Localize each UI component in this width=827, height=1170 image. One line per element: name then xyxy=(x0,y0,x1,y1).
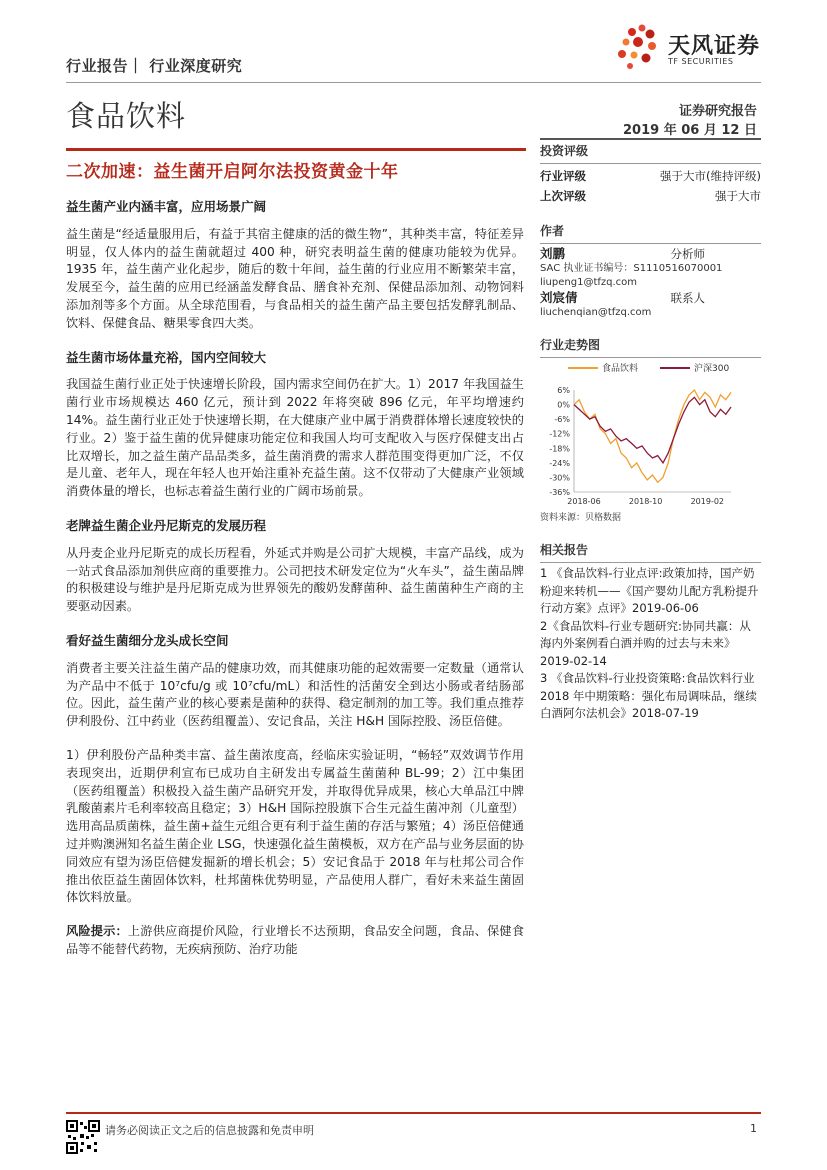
brand-name-en: TF SECURITIES xyxy=(668,57,734,66)
title-accent-bar xyxy=(66,148,526,151)
section-paragraph: 从丹麦企业丹尼斯克的成长历程看，外延式并购是公司扩大规模，丰富产品线，成为一站式食品添加剂供应商的重要推力。公司把技术研发定位为“火车头”，益生菌品牌的积极建设与维护是丹尼斯克成为世界领先的酸奶发酵菌种、益生菌菌种生产商的主要驱动因素。 xyxy=(66,545,524,614)
section xyxy=(66,349,524,501)
y-tick-label: -18% xyxy=(549,444,570,454)
main-content xyxy=(66,198,524,975)
x-tick-label: 2018-10 xyxy=(628,497,663,506)
section-heading: 老牌益生菌企业丹尼斯克的发展历程 xyxy=(66,517,267,533)
author-name: 刘宸倩 xyxy=(540,290,578,305)
y-tick-label: -24% xyxy=(549,458,570,468)
legend-label: 沪深300 xyxy=(694,364,730,374)
header-divider xyxy=(66,82,761,83)
related-heading: 相关报告 xyxy=(540,543,589,557)
chart-heading: 行业走势图 xyxy=(540,338,601,352)
author-row xyxy=(540,246,705,262)
rating-row xyxy=(540,166,761,186)
section-heading: 益生菌市场体量充裕，国内空间较大 xyxy=(66,349,267,365)
risk-label: 风险提示： xyxy=(66,924,128,939)
report-type: 证券研究报告 xyxy=(678,104,757,119)
rating-heading: 投资评级 xyxy=(540,144,589,158)
section-heading: 看好益生菌细分龙头成长空间 xyxy=(66,632,229,648)
divider xyxy=(540,163,761,164)
x-tick-label: 2019-02 xyxy=(690,497,725,506)
author-email[interactable]: liupeng1@tfzq.com xyxy=(540,277,638,288)
section xyxy=(66,198,524,333)
authors-heading: 作者 xyxy=(540,224,565,238)
section-paragraph: 消费者主要关注益生菌产品的健康功效，而其健康功能的起效需要一定数量（通常认为产品中不低于 10⁷cfu/g 或 10⁷cfu/mL）和活性的活菌安全到达小肠或者结肠部位。因此，益生菌产业的核心要素是菌种的获得、稳定制剂的加工等。我们重点推荐伊利股份、江中药业（医药组覆盖）、安记食品，关注 H&H 国际控股、汤臣倍健。 xyxy=(66,660,524,729)
author-role: 分析师 xyxy=(670,247,705,261)
author-cert: SAC 执业证书编号：S1110516070001 xyxy=(540,263,723,274)
series-line xyxy=(574,390,731,482)
qr-code-icon xyxy=(66,1120,100,1154)
section-paragraph: 我国益生菌行业正处于快速增长阶段，国内需求空间仍在扩大。1）2017 年我国益生菌行业市场规模达 460 亿元，预计到 2022 年将突破 896 亿元，年平均增速约 14%。益生菌行业正处于快速增长期，在大健康产业中属于消费群体增长速度较快的行业。2）鉴于益生菌的优异健康功能定位和我国人均可支配收入与医疗保健支出占比双增长，加之益生菌产品品类多，益生菌消费的需求人群范围变得更加广泛，不仅是儿童、老年人，现在年轻人也开始注重补充益生菌。这不仅带动了大健康产业领域消费体量的增长，也标志着益生菌行业的广阔市场前景。 xyxy=(66,377,524,499)
y-tick-label: -36% xyxy=(549,488,570,497)
rating-row xyxy=(540,186,761,206)
rating-value: 强于大市(维持评级) xyxy=(660,169,761,183)
trend-chart xyxy=(540,360,761,508)
divider xyxy=(540,243,761,244)
report-date: 2019 年 06 月 12 日 xyxy=(623,123,757,138)
footer-disclaimer: 请务必阅读正文之后的信息披露和免责申明 xyxy=(105,1124,314,1137)
y-tick-label: 6% xyxy=(557,386,570,395)
report-title: 二次加速：益生菌开启阿尔法投资黄金十年 xyxy=(66,162,399,182)
related-report[interactable]: 3 《食品饮料-行业投资策略:食品饮料行业 2018 年中期策略：强化布局调味品，继续白酒阿尔法机会》2018-07-19 xyxy=(540,671,757,720)
chart-source: 资料来源：贝格数据 xyxy=(540,513,622,523)
section-heading: 益生菌产业内涵丰富，应用场景广阔 xyxy=(66,199,267,214)
sector-title: 食品饮料 xyxy=(66,99,187,133)
brand-name: 天风证券 xyxy=(668,34,761,59)
section-paragraph: 益生菌是“经适量服用后，有益于其宿主健康的活的微生物”，其种类丰富，特征差异明显，仅人体内的益生菌就超过 400 种，研究表明益生菌的健康功能较为优异。1935 年，益生菌产业化起步，随后的数十年间，益生菌的行业应用不断繁荣丰富，发展至今，益生菌的应用已经涵盖发酵食品、膳食补充剂、保健品添加剂、动物饲料添加剂等多个方面。从全球范围看，与食品相关的益生菌产品主要包括发酵乳制品、饮料、保健食品、糖果零食四大类。 xyxy=(66,226,524,330)
section xyxy=(66,632,524,907)
legend-label: 食品饮料 xyxy=(602,364,639,374)
y-tick-label: -30% xyxy=(549,473,570,483)
related-report[interactable]: 1 《食品饮料-行业点评:政策加持，国产奶粉迎来转机——《国产婴幼儿配方乳粉提升行动方案》点评》2019-06-06 xyxy=(540,566,759,615)
y-tick-label: -12% xyxy=(549,429,570,439)
report-category: 行业报告｜ 行业深度研究 xyxy=(66,57,243,75)
author-name: 刘鹏 xyxy=(540,246,566,261)
sidebar xyxy=(540,140,761,723)
rating-value: 强于大市 xyxy=(715,189,761,203)
y-tick-label: 0% xyxy=(557,400,570,410)
related-report[interactable]: 2《食品饮料-行业专题研究:协同共赢：从海内外案例看白酒并购的过去与未来》 2019-02-14 xyxy=(540,618,751,668)
x-tick-label: 2018-06 xyxy=(567,497,601,506)
series-line xyxy=(574,397,731,463)
risk-warning xyxy=(66,923,524,959)
page-number: 1 xyxy=(750,1122,757,1135)
divider xyxy=(540,562,761,563)
section-paragraph: 1）伊利股份产品种类丰富、益生菌浓度高，经临床实验证明，“畅轻”双效调节作用表现突出，近期伊利宣布已成功自主研发出专属益生菌菌种 BL-99；2）江中集团（医药组覆盖）积极投入益生菌产品研究开发，并取得优异成果，核心大单品江中牌乳酸菌素片毛利率较高且稳定；3）H&H 国际控股旗下合生元益生菌冲剂（儿童型）选用高品质菌株，益生菌+益生元组合更有利于益生菌的存活与繁殖；4）汤臣倍健通过并购澳洲知名益生菌企业 LSG，快速强化益生菌模板，双方在产品与业务层面的协同效应有望为汤臣倍健发掘新的增长机会；5）安记食品于 2018 年与杜邦公司合作推出依臣益生菌固体饮料，杜邦菌株优势明显，产品使用人群广，看好未来益生菌固体饮料放量。 xyxy=(66,747,524,905)
divider xyxy=(540,357,761,358)
risk-text: 上游供应商提价风险，行业增长不达预期，食品安全问题，食品、保健食品等不能替代药物，无疾病预防、治疗功能 xyxy=(66,924,525,956)
author-role: 联系人 xyxy=(670,291,705,305)
rating-label: 上次评级 xyxy=(540,189,586,203)
author-email[interactable]: liuchenqian@tfzq.com xyxy=(540,307,652,318)
trend-chart-svg xyxy=(540,360,761,508)
rating-label: 行业评级 xyxy=(540,169,586,183)
y-tick-label: -6% xyxy=(554,415,570,425)
section xyxy=(66,517,524,616)
author-row xyxy=(540,290,705,306)
footer-divider xyxy=(66,1112,761,1114)
